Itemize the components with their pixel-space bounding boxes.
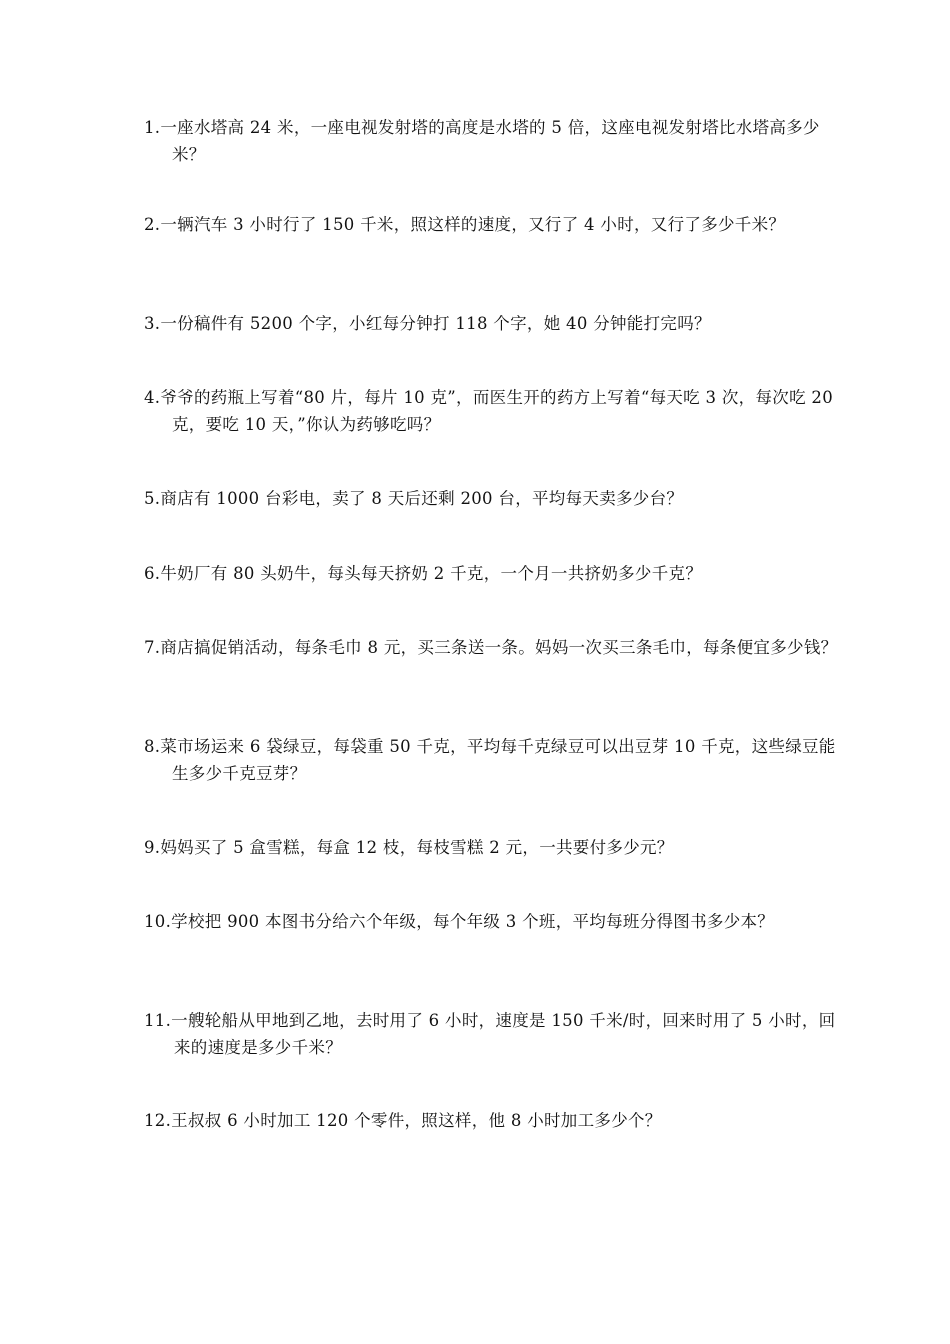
problem-number: 1. [144,118,161,137]
problem-1 [144,114,844,168]
problem-9 [144,834,844,861]
problem-8 [144,733,844,787]
problem-number: 10. [144,912,172,931]
problem-text: 妈妈买了 5 盒雪糕，每盒 12 枝，每枝雪糕 2 元，一共要付多少元？ [160,838,674,857]
problem-number: 9. [144,838,161,857]
problem-text: 爷爷的药瓶上写着“80 片，每片 10 克”，而医生开的药方上写着“每天吃 3 次，每次吃 20 克，要吃 10 天，”你认为药够吃吗？ [160,388,834,434]
problem-text: 菜市场运来 6 袋绿豆，每袋重 50 千克，平均每千克绿豆可以出豆芽 10 千克，这些绿豆能生多少千克豆芽？ [160,737,836,783]
problem-11 [144,1007,846,1061]
problem-10 [144,908,846,935]
problem-number: 8. [144,737,161,756]
problem-text: 一艘轮船从甲地到乙地，去时用了 6 小时，速度是 150 千米/时，回来时用了 5 小时，回来的速度是多少千米？ [171,1011,836,1057]
problem-text: 学校把 900 本图书分给六个年级，每个年级 3 个班，平均每班分得图书多少本？ [171,912,775,931]
problem-3 [144,310,844,337]
problem-number: 12. [144,1111,172,1130]
problem-text: 商店有 1000 台彩电，卖了 8 天后还剩 200 台，平均每天卖多少台？ [160,489,684,508]
problem-text: 一辆汽车 3 小时行了 150 千米，照这样的速度，又行了 4 小时，又行了多少千米？ [160,215,786,234]
problem-number: 4. [144,388,161,407]
problem-number: 11. [144,1011,172,1030]
problem-text: 王叔叔 6 小时加工 120 个零件，照这样，他 8 小时加工多少个？ [171,1111,662,1130]
problem-text: 牛奶厂有 80 头奶牛，每头每天挤奶 2 千克，一个月一共挤奶多少千克？ [160,564,703,583]
problem-text: 一份稿件有 5200 个字，小红每分钟打 118 个字，她 40 分钟能打完吗？ [160,314,711,333]
problem-number: 3. [144,314,161,333]
problem-text: 一座水塔高 24 米，一座电视发射塔的高度是水塔的 5 倍，这座电视发射塔比水塔高多少米？ [160,118,820,164]
problem-number: 5. [144,489,161,508]
problem-2 [144,211,844,238]
problem-4 [144,384,844,438]
problem-7 [144,634,844,661]
problem-12 [144,1107,846,1134]
problem-number: 2. [144,215,161,234]
problem-number: 6. [144,564,161,583]
problem-number: 7. [144,638,161,657]
problem-6 [144,560,844,587]
problem-text: 商店搞促销活动，每条毛巾 8 元，买三条送一条。妈妈一次买三条毛巾，每条便宜多少钱？ [160,638,838,657]
problem-5 [144,485,844,512]
